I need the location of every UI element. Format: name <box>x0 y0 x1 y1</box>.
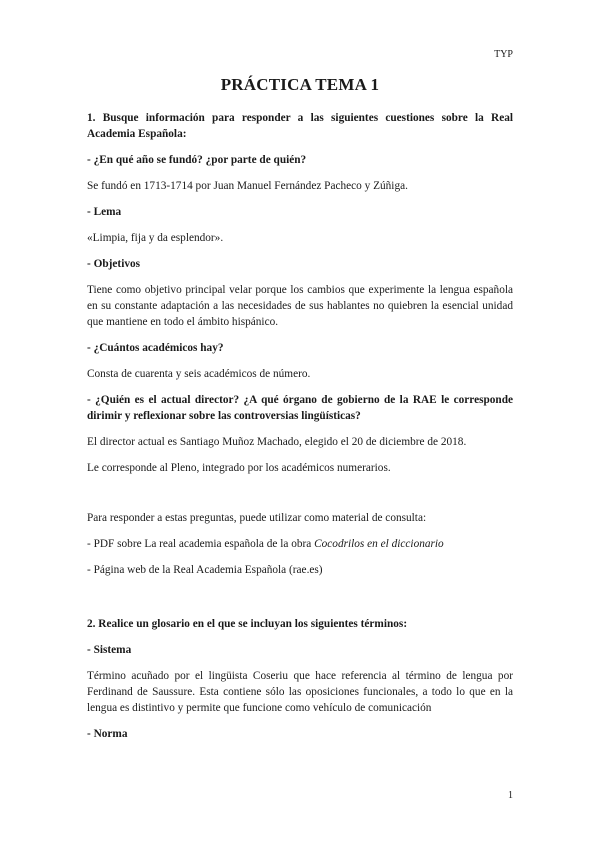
resource-item-web: - Página web de la Real Academia Española (rae.es) <box>87 564 323 576</box>
answer-objectives: Tiene como objetivo principal velar porque los cambios que experimente la lengua española en su constante adaptación a las necesidades de sus hablantes no quiebren la esencial unidad que mantiene en todo el ámbito hispánico. <box>87 284 513 328</box>
answer-academics: Consta de cuarenta y seis académicos de número. <box>87 368 311 380</box>
term-norma: - Norma <box>87 728 128 740</box>
term-sistema: - Sistema <box>87 644 132 656</box>
answer-founding: Se fundó en 1713-1714 por Juan Manuel Fernández Pacheco y Zúñiga. <box>87 180 408 192</box>
resource-item-pdf-prefix: - PDF sobre La real academia española de la obra <box>87 538 315 550</box>
answer-motto: «Limpia, fija y da esplendor». <box>87 232 224 244</box>
section-1-heading: 1. Busque información para responder a las siguientes cuestiones sobre la Real Academia Española: <box>87 112 513 140</box>
spacer <box>87 588 513 616</box>
question-academics: - ¿Cuántos académicos hay? <box>87 342 224 354</box>
answer-governing-body: Le corresponde al Pleno, integrado por los académicos numerarios. <box>87 462 391 474</box>
page-title: PRÁCTICA TEMA 1 <box>220 75 380 94</box>
section-2-heading: 2. Realice un glosario en el que se incluyan los siguientes términos: <box>87 618 408 630</box>
question-motto: - Lema <box>87 206 122 218</box>
resources-intro: Para responder a estas preguntas, puede utilizar como material de consulta: <box>87 512 427 524</box>
resource-item-pdf-title: Cocodrilos en el diccionario <box>314 538 444 550</box>
question-objectives: - Objetivos <box>87 258 141 270</box>
resource-item-pdf <box>87 536 513 552</box>
answer-director: El director actual es Santiago Muñoz Machado, elegido el 20 de diciembre de 2018. <box>87 436 467 448</box>
question-director: - ¿Quién es el actual director? ¿A qué órgano de gobierno de la RAE le corresponde dirimir y reflexionar sobre las controversias lingüísticas? <box>87 394 513 422</box>
page-header: TYP <box>494 49 513 60</box>
definition-sistema: Término acuñado por el lingüista Coseriu que hace referencia al término de lengua por Ferdinand de Saussure. Esta contiene sólo las oposiciones funcionales, a todo lo que en la lengua es distintivo y permite que funcione como vehículo de comunicación <box>87 670 513 714</box>
page-number: 1 <box>508 790 513 801</box>
question-founding: - ¿En qué año se fundó? ¿por parte de quién? <box>87 154 307 166</box>
document-body <box>87 110 513 752</box>
spacer <box>87 486 513 510</box>
